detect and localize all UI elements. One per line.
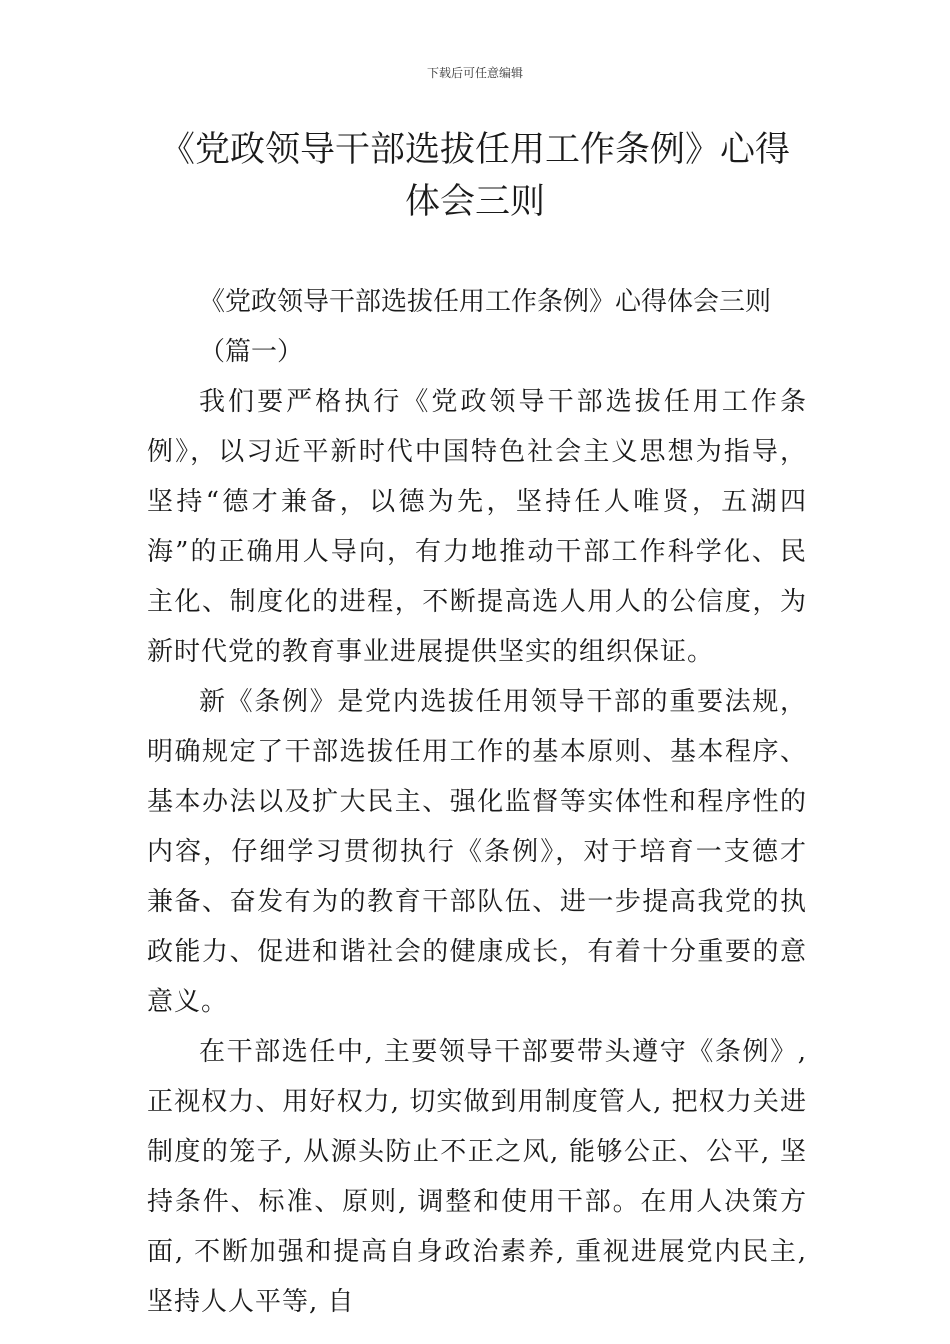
title-line-2: 体会三则: [404, 182, 545, 222]
document-title: [100, 124, 850, 228]
document-body: [147, 277, 807, 1327]
section-label: （篇一）: [199, 337, 304, 367]
title-line-1: 《党政领导干部选拔任用工作条例》心得: [159, 130, 790, 170]
subtitle: 《党政领导干部选拔任用工作条例》心得体会三则: [199, 287, 772, 317]
paragraph-1: 我们要严格执行《党政领导干部选拔任用工作条例》，以习近平新时代中国特色社会主义思想为指导，坚持“德才兼备，以德为先，坚持任人唯贤，五湖四海”的正确用人导向，有力地推动干部工作科学化、民主化、制度化的进程，不断提高选人用人的公信度，为新时代党的教育事业进展提供坚实的组织保证。: [147, 387, 807, 667]
paragraph-3: 在干部选任中, 主要领导干部要带头遵守《条例》, 正视权力、用好权力, 切实做到用制度管人, 把权力关进制度的笼子, 从源头防止不正之风, 能够公正、公平, 坚持条件、标准、原则, 调整和使用干部。在用人决策方面, 不断加强和提高自身政治素养, 重视进展党内民主, 坚持人人平等, 自: [147, 1037, 807, 1317]
header-note: 下载后可任意编辑: [426, 66, 523, 80]
paragraph-2: 新《条例》是党内选拔任用领导干部的重要法规，明确规定了干部选拔任用工作的基本原则、基本程序、基本办法以及扩大民主、强化监督等实体性和程序性的内容，仔细学习贯彻执行《条例》，对于培育一支德才兼备、奋发有为的教育干部队伍、进一步提高我党的执政能力、促进和谐社会的健康成长，有着十分重要的意意义。: [147, 687, 807, 1017]
